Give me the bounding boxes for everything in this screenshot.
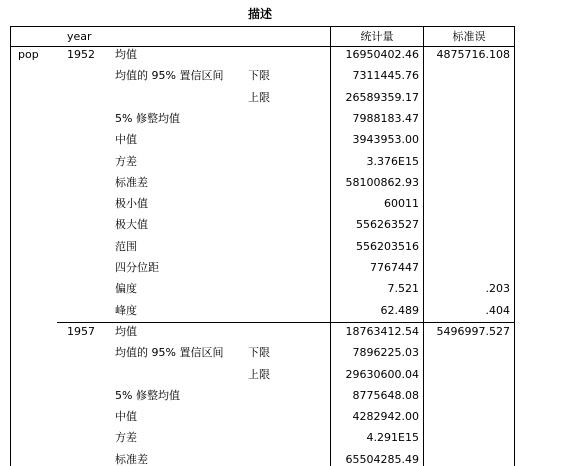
statistic-value: 3.376E15 bbox=[366, 154, 419, 168]
bound-label: 上限 bbox=[248, 90, 270, 104]
std-error-value: .203 bbox=[485, 282, 510, 296]
statistic-value: 4.291E15 bbox=[366, 431, 419, 445]
statistic-header: 统计量 bbox=[360, 30, 394, 43]
std-error-value: 4875716.108 bbox=[436, 48, 510, 61]
year-cell: 1957 bbox=[67, 324, 95, 338]
statistic-value: 556263527 bbox=[356, 218, 419, 232]
statistic-label: 中值 bbox=[115, 410, 137, 424]
table-title: 描述 bbox=[247, 7, 272, 21]
statistic-value: 65504285.49 bbox=[345, 452, 419, 466]
statistic-label: 5% 修整均值 bbox=[115, 111, 180, 125]
statistic-value: 16950402.46 bbox=[345, 48, 419, 61]
statistic-label: 峰度 bbox=[115, 303, 137, 317]
std-error-value: 5496997.527 bbox=[436, 324, 510, 338]
statistic-label: 均值的 95% 置信区间 bbox=[115, 346, 224, 360]
table-left-border bbox=[10, 26, 11, 466]
statistic-label: 方差 bbox=[115, 431, 137, 445]
year-cell: 1952 bbox=[67, 48, 95, 61]
statistic-label: 均值 bbox=[115, 324, 137, 338]
variable-label: pop bbox=[18, 48, 39, 61]
statistic-value: 29630600.04 bbox=[345, 367, 419, 381]
statistic-label: 标准差 bbox=[115, 452, 148, 466]
statistic-value: 4282942.00 bbox=[352, 410, 419, 424]
table-right-border bbox=[514, 26, 515, 466]
descriptives-table bbox=[10, 26, 515, 466]
std-error-column-divider bbox=[423, 26, 424, 466]
statistic-label: 中值 bbox=[115, 133, 137, 147]
statistic-label: 极大值 bbox=[115, 218, 148, 232]
statistic-value: 7.521 bbox=[387, 282, 419, 296]
std-error-header: 标准误 bbox=[452, 30, 486, 43]
bound-label: 下限 bbox=[248, 346, 270, 360]
statistic-label: 5% 修整均值 bbox=[115, 388, 180, 402]
statistic-value: 62.489 bbox=[380, 303, 419, 317]
statistic-value: 7311445.76 bbox=[352, 69, 419, 83]
statistic-label: 均值的 95% 置信区间 bbox=[115, 69, 224, 83]
statistic-value: 26589359.17 bbox=[345, 90, 419, 104]
statistic-value: 7896225.03 bbox=[352, 346, 419, 360]
statistic-value: 3943953.00 bbox=[352, 133, 419, 147]
statistic-label: 方差 bbox=[115, 154, 137, 168]
statistic-label: 标准差 bbox=[115, 175, 148, 189]
statistic-value: 58100862.93 bbox=[345, 175, 419, 189]
statistic-value: 7988183.47 bbox=[352, 111, 419, 125]
year-header: year bbox=[67, 30, 92, 43]
statistic-label: 偏度 bbox=[115, 282, 137, 296]
statistic-value: 556203516 bbox=[356, 239, 419, 253]
statistic-value: 7767447 bbox=[370, 261, 419, 274]
statistic-label: 均值 bbox=[115, 48, 137, 61]
statistic-label: 四分位距 bbox=[115, 261, 159, 274]
statistic-label: 范围 bbox=[115, 239, 137, 253]
statistic-value: 60011 bbox=[384, 197, 419, 211]
statistic-value: 18763412.54 bbox=[345, 324, 419, 338]
std-error-value: .404 bbox=[485, 303, 510, 317]
statistic-value: 8775648.08 bbox=[352, 388, 419, 402]
statistic-label: 极小值 bbox=[115, 197, 148, 211]
bound-label: 上限 bbox=[248, 367, 270, 381]
bound-label: 下限 bbox=[248, 69, 270, 83]
